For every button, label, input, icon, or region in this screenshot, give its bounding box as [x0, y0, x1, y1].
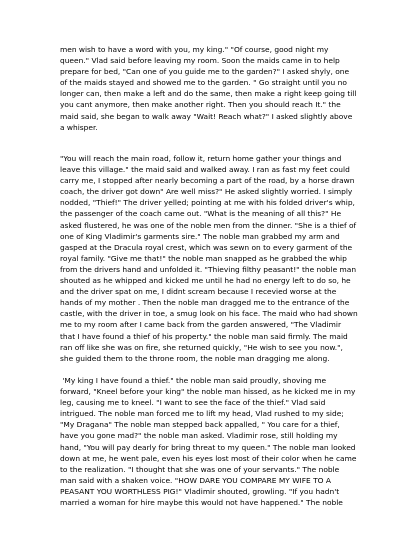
text-line: men wish to have a word with you, my king." "Of course, good night my [60, 45, 329, 54]
text-line: of the maids stayed and showed me to the garden. " Go straight until you no [60, 78, 347, 88]
text-line: castle, with the driver in toe, a smug look on his face. The maid who had shown [60, 309, 358, 319]
text-line: down at me, he went pale, even his eyes lost most of their color when he came [60, 453, 357, 463]
text-line: longer can, then make a left and do the same, then make a right keep going till [60, 89, 357, 99]
text-line: the passenger of the coach came out. "What is the meaning of all this?" He [60, 209, 342, 219]
text-line: carry me, I stopped after nearly becoming a part of the road, by a horse drawn [60, 176, 355, 186]
text-line: intrigued. The noble man forced me to lift my head, Vlad rushed to my side; [60, 409, 344, 419]
text-line: nodded, "Thief!" The driver yelled; pointing at me with his folded driver's whip, [60, 198, 355, 208]
text-line: hand, "You will pay dearly for bring threat to my queen." The noble man looked [60, 442, 356, 452]
text-line: from the drivers hand and unfolded it. "Thieving filthy peasant!" the noble man [60, 264, 357, 274]
text-line: "You will reach the main road, follow it, return home gather your things and [60, 154, 342, 163]
text-line: ran off like she was on fire, she returned quickly, "He wish to see you now.", [60, 342, 343, 352]
text-line: have you gone mad?" the noble man asked. Vladimir rose, still holding my [60, 431, 338, 441]
text-line: to the realization. "I thought that she was one of your servants." The noble [60, 464, 340, 474]
text-line: shouted as he whipped and kicked me until he had no energy left to do so, he [60, 276, 351, 286]
text-line: PEASANT YOU WORTHLESS PIG!" Vladimir shouted, growling. "If you hadn't [60, 486, 340, 496]
text-line: forward, "Kneel before your king" the noble man hissed, as he kicked me in my [60, 387, 356, 397]
text-line: asked flustered, he was one of the noble men from the dinner. "She is a thief of [60, 220, 357, 230]
text-line: she guided them to the throne room, the noble man dragging me along. [60, 353, 330, 363]
text-line: married a woman for hire maybe this would not have happened." The noble [60, 498, 343, 508]
text-line: and the driver spat on me, I didnt scream because I recevied worse at the [60, 287, 337, 297]
paragraph-3 [60, 375, 372, 508]
text-line: leave this village." the maid said and walked away. I ran as fast my feet could [60, 165, 350, 175]
text-line: prepare for bed, "Can one of you guide me to the garden?" I asked shyly, one [60, 67, 350, 77]
paragraph-2 [60, 153, 372, 364]
text-line: "My Dragana" The noble man stepped back appalled, " You care for a thief, [60, 420, 340, 430]
text-line: a whisper. [60, 122, 98, 132]
text-line: one of King Vladimir's garments sire." The noble man grabbed my arm and [60, 231, 340, 241]
text-line: man said with a shaken voice. "HOW DARE YOU COMPARE MY WIFE TO A [60, 475, 331, 485]
text-line: coach, the driver got down" Are well miss?" He asked slightly worried. I simply [60, 187, 353, 197]
text-line: 'My king I have found a thief." the noble man said proudly, shoving me [60, 376, 327, 385]
text-line: me to my room after I came back from the garden answered, "The Vladimir [60, 320, 342, 330]
paragraph-1 [60, 44, 372, 133]
text-line: gasped at the Dracula royal crest, which was sewn on to every garment of the [60, 242, 353, 252]
text-line: you cant anymore, then make another right. Then you should reach It." the [60, 100, 341, 110]
text-line: queen." Vlad said before leaving my room. Soon the maids came in to help [60, 56, 340, 66]
text-line: leg, causing me to kneel. "I want to see the face of the thief." Vlad said [60, 398, 326, 408]
text-line: royal family. "Give me that!" the noble man snapped as he grabbed the whip [60, 253, 347, 263]
text-line: hands of my mother . Then the noble man dragged me to the entrance of the [60, 298, 350, 308]
text-line: that I have found a thief of his property." the noble man said firmly. The maid [60, 331, 348, 341]
text-line: maid said, she began to walk away "Wait! Reach what?" I asked slightly above [60, 111, 353, 121]
